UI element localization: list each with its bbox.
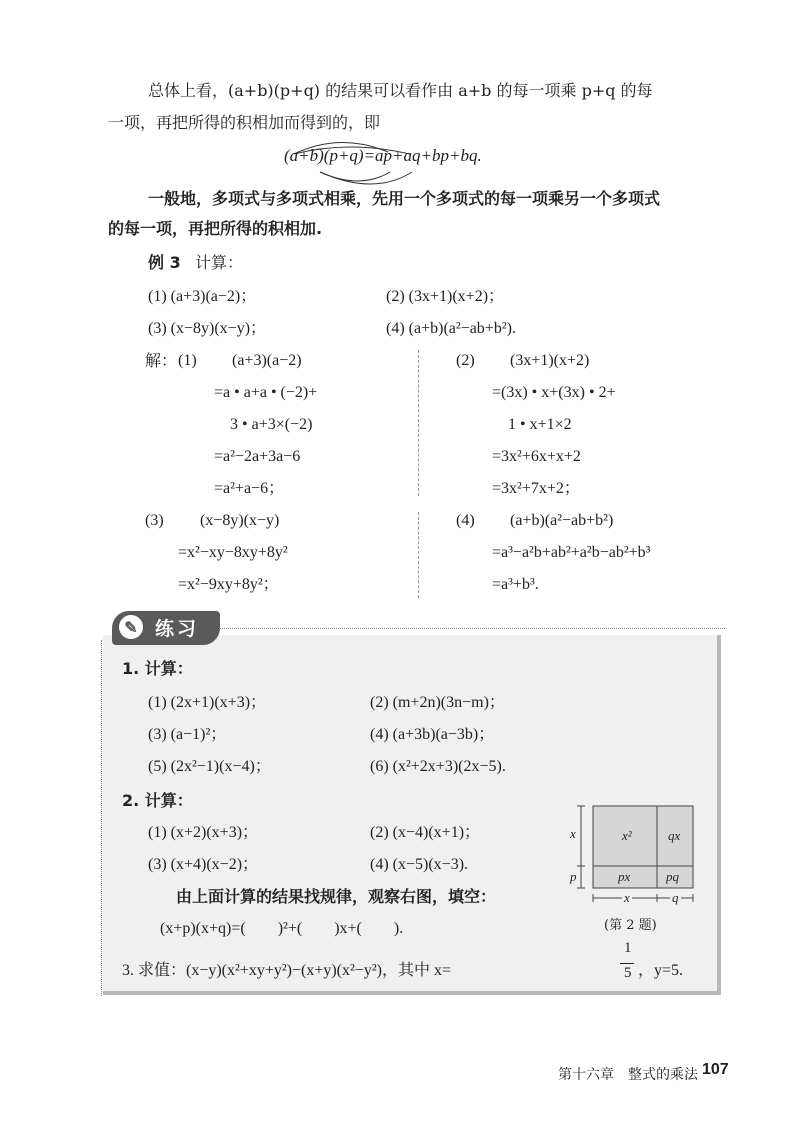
exercise-left-border — [101, 640, 102, 996]
exercise-q1-5: (5) (2x²−1)(x−4)； — [148, 758, 271, 775]
figure-cell-pq: pq — [666, 869, 679, 884]
exercise-q1-6: (6) (x²+2x+3)(2x−5). — [370, 758, 506, 775]
intro-line-2: 一项，再把所得的积相加而得到的，即 — [108, 113, 381, 132]
sol2-line-5: =3x²+7x+2； — [492, 480, 580, 497]
example-problem-2: (2) (3x+1)(x+2)； — [386, 288, 505, 305]
sol3-line-1: (x−8y)(x−y) — [200, 512, 280, 529]
figure-caption: (第 2 题) — [604, 918, 657, 933]
sol3-num: (3) — [145, 512, 164, 529]
sol1-line-2: =a • a+a • (−2)+ — [214, 384, 318, 401]
figure-side-p: p — [570, 869, 577, 884]
exercise-q1-2: (2) (m+2n)(3n−m)； — [370, 694, 505, 711]
exercise-q1-1: (1) (2x+1)(x+3)； — [148, 694, 267, 711]
sol1-line-4: =a²−2a+3a−6 — [214, 448, 301, 465]
solution-label: 解： — [145, 351, 178, 370]
figure-cell-px: px — [618, 869, 631, 884]
solution-divider-top — [418, 350, 419, 496]
exercise-tab-label: 练习 — [155, 618, 200, 640]
exercise-q2-2: (2) (x−4)(x+1)； — [370, 824, 481, 841]
exercise-q2-instruction: 由上面计算的结果找规律，观察右图，填空： — [176, 887, 497, 906]
exercise-q3-fraction-num: 1 — [624, 940, 632, 956]
sol4-line-3: =a³+b³. — [492, 576, 539, 593]
sol2-line-2: =(3x) • x+(3x) • 2+ — [492, 384, 616, 401]
example-problem-1: (1) (a+3)(a−2)； — [148, 288, 257, 305]
sol3-line-3: =x²−9xy+8y²； — [178, 576, 279, 593]
solution-divider-bottom — [418, 512, 419, 598]
exercise-top-border — [215, 628, 725, 629]
sol2-line-3: 1 • x+1×2 — [508, 416, 572, 433]
exercise-q3-tail: ，y=5. — [638, 962, 684, 979]
exercise-q2-title: 2. 计算： — [122, 791, 193, 810]
exercise-q2-1: (1) (x+2)(x+3)； — [148, 824, 259, 841]
exercise-q3-fraction-bar — [620, 963, 634, 964]
footer-chapter: 第十六章 整式的乘法 — [558, 1067, 698, 1083]
area-model-figure — [555, 800, 715, 912]
exercise-q3-fraction-den: 5 — [624, 965, 632, 981]
page-number: 107 — [702, 1061, 729, 1078]
example-title: 例 3 — [148, 253, 181, 272]
rule-line-1: 一般地，多项式与多项式相乘，先用一个多项式的每一项乘另一个多项式 — [148, 189, 661, 208]
sol4-line-2: =a³−a²b+ab²+a²b−ab²+b³ — [492, 544, 651, 561]
rule-line-2: 的每一项，再把所得的积相加. — [108, 219, 323, 238]
sol4-line-1: (a+b)(a²−ab+b²) — [510, 512, 614, 529]
exercise-q2-3: (3) (x+4)(x−2)； — [148, 856, 259, 873]
intro-line-1: 总体上看，(a+b)(p+q) 的结果可以看作由 a+b 的每一项乘 p+q 的每 — [148, 81, 653, 100]
exercise-q1-3: (3) (a−1)²； — [148, 726, 227, 743]
sol1-num: (1) — [178, 352, 197, 369]
sol4-num: (4) — [456, 512, 475, 529]
figure-cell-qx: qx — [668, 828, 681, 843]
sol3-line-2: =x²−xy−8xy+8y² — [178, 544, 288, 561]
sol1-line-1: (a+3)(a−2) — [232, 352, 302, 369]
sol1-line-3: 3 • a+3×(−2) — [230, 416, 313, 433]
sol2-line-1: (3x+1)(x+2) — [510, 352, 590, 369]
example-problem-4: (4) (a+b)(a²−ab+b²). — [386, 320, 516, 337]
figure-side-x: x — [570, 826, 576, 841]
figure-cell-x2: x² — [622, 828, 632, 843]
exercise-q1-title: 1. 计算： — [122, 659, 193, 678]
sol2-num: (2) — [456, 352, 475, 369]
figure-bottom-q: q — [672, 890, 679, 905]
figure-bottom-x: x — [624, 890, 630, 905]
exercise-q3-text: 3. 求值：(x−y)(x²+xy+y²)−(x+y)(x²−y²)，其中 x= — [122, 962, 451, 979]
sol2-line-4: =3x²+6x+x+2 — [492, 448, 581, 465]
sol1-line-5: =a²+a−6； — [214, 480, 285, 497]
exercise-q2-fill: (x+p)(x+q)=( )²+( )x+( ). — [160, 920, 404, 937]
exercise-q1-4: (4) (a+3b)(a−3b)； — [370, 726, 495, 743]
example-problem-3: (3) (x−8y)(x−y)； — [148, 320, 267, 337]
expansion-formula: (a+b)(p+q)=ap+aq+bp+bq. — [284, 146, 482, 165]
exercise-q2-4: (4) (x−5)(x−3). — [370, 856, 469, 873]
example-title-text: 计算： — [195, 253, 244, 272]
pencil-icon: ✎ — [117, 613, 145, 641]
